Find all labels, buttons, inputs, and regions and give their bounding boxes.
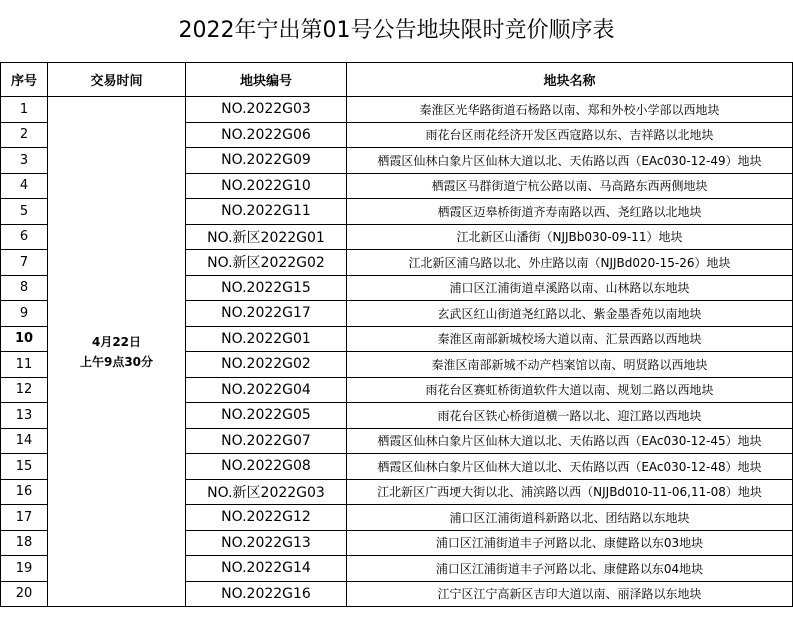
cell-plot-code[interactable]: NO.2022G02 xyxy=(186,352,347,378)
cell-plot-name[interactable]: 江北新区山潘街（NJJBb030-09-11）地块 xyxy=(347,224,793,250)
cell-plot-code[interactable]: NO.2022G10 xyxy=(186,173,347,199)
header-row xyxy=(1,63,793,97)
cell-plot-code[interactable]: NO.2022G04 xyxy=(186,377,347,403)
cell-plot-name[interactable]: 浦口区江浦街道卓溪路以南、山林路以东地块 xyxy=(347,275,793,301)
cell-seq[interactable]: 7 xyxy=(1,250,48,276)
trade-clock: 上午9点30分 xyxy=(79,354,154,369)
header-seq[interactable]: 序号 xyxy=(1,63,48,97)
cell-plot-name[interactable]: 江宁区江宁高新区吉印大道以南、丽泽路以东地块 xyxy=(347,581,793,607)
cell-seq[interactable]: 3 xyxy=(1,148,48,174)
cell-plot-name[interactable]: 玄武区红山街道尧红路以北、紫金墨香苑以南地块 xyxy=(347,301,793,327)
cell-seq[interactable]: 11 xyxy=(1,352,48,378)
cell-plot-code[interactable]: NO.2022G13 xyxy=(186,530,347,556)
cell-seq[interactable]: 2 xyxy=(1,122,48,148)
cell-seq[interactable]: 4 xyxy=(1,173,48,199)
cell-plot-code[interactable]: NO.新区2022G02 xyxy=(186,250,347,276)
cell-plot-name[interactable]: 浦口区江浦街道丰子河路以北、康健路以东04地块 xyxy=(347,556,793,582)
cell-seq[interactable]: 13 xyxy=(1,403,48,429)
table-body xyxy=(1,97,793,607)
cell-plot-code[interactable]: NO.2022G05 xyxy=(186,403,347,429)
cell-plot-code[interactable]: NO.2022G07 xyxy=(186,428,347,454)
cell-seq[interactable]: 16 xyxy=(1,479,48,505)
cell-plot-code[interactable]: NO.2022G06 xyxy=(186,122,347,148)
cell-plot-name[interactable]: 栖霞区仙林白象片区仙林大道以北、天佑路以西（EAc030-12-49）地块 xyxy=(347,148,793,174)
cell-plot-name[interactable]: 雨花台区赛虹桥街道软件大道以南、规划二路以西地块 xyxy=(347,377,793,403)
cell-plot-name[interactable]: 秦淮区南部新城不动产档案馆以南、明贤路以西地块 xyxy=(347,352,793,378)
cell-plot-code[interactable]: NO.新区2022G01 xyxy=(186,224,347,250)
cell-plot-code[interactable]: NO.2022G09 xyxy=(186,148,347,174)
cell-seq[interactable]: 6 xyxy=(1,224,48,250)
cell-plot-code[interactable]: NO.2022G01 xyxy=(186,326,347,352)
cell-plot-name[interactable]: 雨花台区铁心桥街道横一路以北、迎江路以西地块 xyxy=(347,403,793,429)
cell-seq[interactable]: 8 xyxy=(1,275,48,301)
cell-plot-code[interactable]: NO.2022G08 xyxy=(186,454,347,480)
cell-plot-code[interactable]: NO.2022G11 xyxy=(186,199,347,225)
cell-plot-code[interactable]: NO.2022G17 xyxy=(186,301,347,327)
auction-order-table xyxy=(0,62,793,607)
header-time[interactable]: 交易时间 xyxy=(48,63,186,97)
cell-plot-name[interactable]: 雨花台区雨花经济开发区西寇路以东、吉祥路以北地块 xyxy=(347,122,793,148)
cell-plot-name[interactable]: 栖霞区迈皋桥街道齐寿南路以西、尧红路以北地块 xyxy=(347,199,793,225)
cell-plot-code[interactable]: NO.2022G16 xyxy=(186,581,347,607)
cell-seq[interactable]: 14 xyxy=(1,428,48,454)
header-name[interactable]: 地块名称 xyxy=(347,63,793,97)
cell-plot-code[interactable]: NO.2022G12 xyxy=(186,505,347,531)
cell-seq[interactable]: 19 xyxy=(1,556,48,582)
header-code[interactable]: 地块编号 xyxy=(186,63,347,97)
cell-plot-name[interactable]: 栖霞区马群街道宁杭公路以南、马高路东西两侧地块 xyxy=(347,173,793,199)
cell-plot-name[interactable]: 浦口区江浦街道丰子河路以北、康健路以东03地块 xyxy=(347,530,793,556)
cell-plot-name[interactable]: 江北新区广西埂大街以北、浦滨路以西（NJJBd010-11-06,11-08）地块 xyxy=(347,479,793,505)
cell-plot-name[interactable]: 栖霞区仙林白象片区仙林大道以北、天佑路以西（EAc030-12-45）地块 xyxy=(347,428,793,454)
cell-plot-name[interactable]: 栖霞区仙林白象片区仙林大道以北、天佑路以西（EAc030-12-48）地块 xyxy=(347,454,793,480)
cell-seq[interactable]: 20 xyxy=(1,581,48,607)
cell-seq[interactable]: 10 xyxy=(1,326,48,352)
cell-seq[interactable]: 17 xyxy=(1,505,48,531)
cell-plot-code[interactable]: NO.2022G15 xyxy=(186,275,347,301)
cell-plot-name[interactable]: 浦口区江浦街道科新路以北、团结路以东地块 xyxy=(347,505,793,531)
cell-seq[interactable]: 1 xyxy=(1,97,48,123)
cell-plot-code[interactable]: NO.2022G14 xyxy=(186,556,347,582)
cell-seq[interactable]: 5 xyxy=(1,199,48,225)
cell-plot-name[interactable]: 秦淮区光华路街道石杨路以南、郑和外校小学部以西地块 xyxy=(347,97,793,123)
cell-plot-name[interactable]: 江北新区浦乌路以北、外庄路以南（NJJBd020-15-26）地块 xyxy=(347,250,793,276)
cell-plot-code[interactable]: NO.新区2022G03 xyxy=(186,479,347,505)
table-row xyxy=(1,97,793,123)
cell-seq[interactable]: 18 xyxy=(1,530,48,556)
cell-trade-time[interactable] xyxy=(48,97,186,607)
cell-plot-name[interactable]: 秦淮区南部新城校场大道以南、汇景西路以西地块 xyxy=(347,326,793,352)
cell-seq[interactable]: 9 xyxy=(1,301,48,327)
cell-seq[interactable]: 12 xyxy=(1,377,48,403)
trade-date: 4月22日 xyxy=(91,334,142,349)
cell-plot-code[interactable]: NO.2022G03 xyxy=(186,97,347,123)
cell-seq[interactable]: 15 xyxy=(1,454,48,480)
sheet-title: 2022年宁出第01号公告地块限时竞价顺序表 xyxy=(178,18,615,43)
